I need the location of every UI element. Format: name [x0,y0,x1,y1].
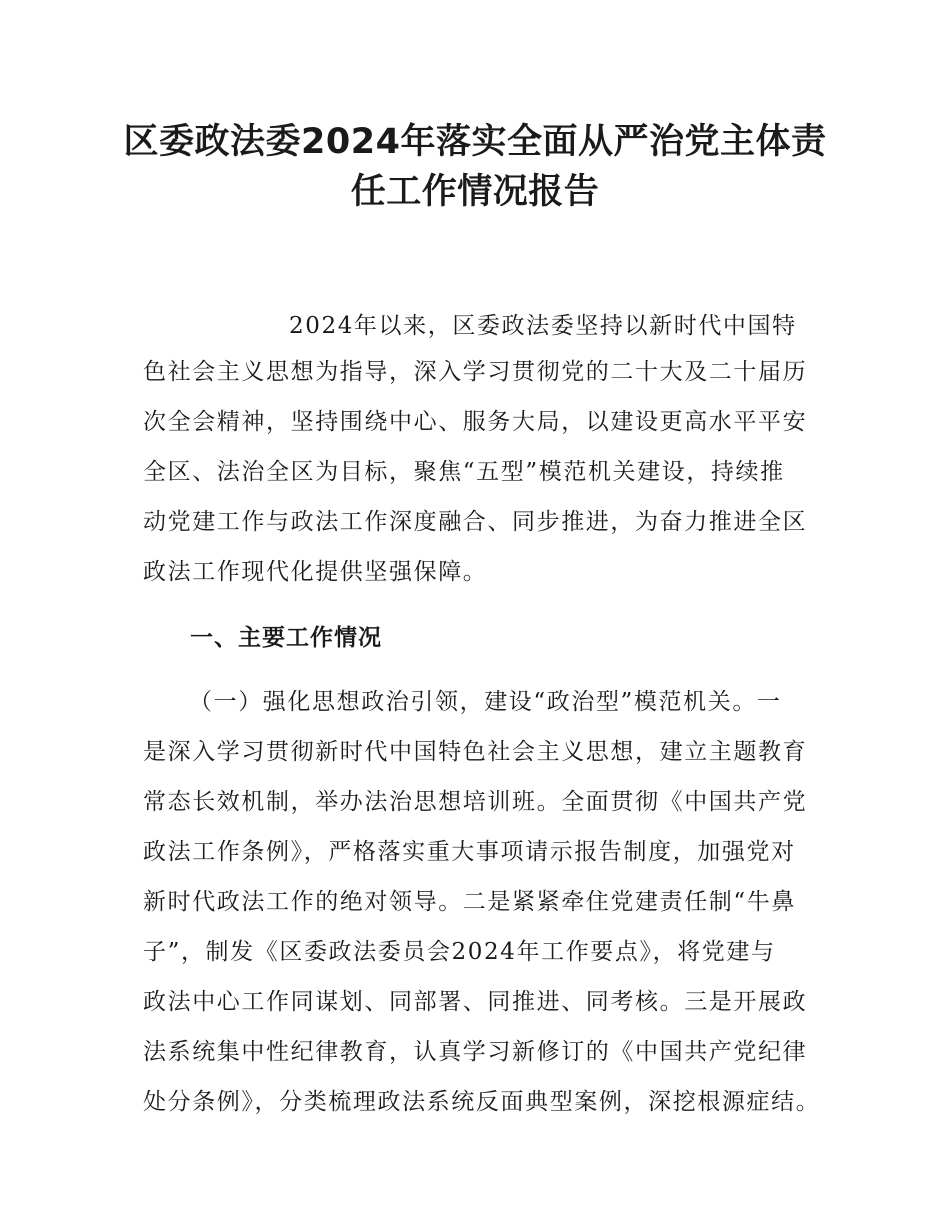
section1-line-8: 法系统集中性纪律教育，认真学习新修订的《中国共产党纪律 [143,1039,808,1065]
intro-line-6: 政法工作现代化提供坚强保障。 [143,559,488,585]
intro-line-2: 色社会主义思想为指导，深入学习贯彻党的二十大及二十届历 [143,359,808,385]
section-heading: 一、主要工作情况 [190,625,382,651]
intro-line-1: 2024年以来，区委政法委坚持以新时代中国特 [289,313,797,339]
section1-line-6: 子”，制发《区委政法委员会2024年工作要点》，将党建与 [143,939,776,965]
intro-line-5: 动党建工作与政法工作深度融合、同步推进，为奋力推进全区 [143,509,808,535]
intro-line-4: 全区、法治全区为目标，聚焦“五型”模范机关建设，持续推 [143,459,785,485]
document-title-line-2: 任工作情况报告 [350,172,600,212]
document-title-line-1: 区委政法委2024年落实全面从严治党主体责 [123,122,827,162]
intro-line-3: 次全会精神，坚持围绕中心、服务大局，以建设更高水平平安 [143,409,808,435]
section1-line-1: （一）强化思想政治引领，建设“政治型”模范机关。一 [189,689,782,715]
section1-line-2: 是深入学习贯彻新时代中国特色社会主义思想，建立主题教育 [143,739,808,765]
section1-line-9: 处分条例》，分类梳理政法系统反面典型案例，深挖根源症结。 [143,1089,821,1115]
section1-line-3: 常态长效机制，举办法治思想培训班。全面贯彻《中国共产党 [143,789,808,815]
section1-line-7: 政法中心工作同谋划、同部署、同推进、同考核。三是开展政 [143,989,808,1015]
section1-line-4: 政法工作条例》，严格落实重大事项请示报告制度，加强党对 [143,839,796,865]
section1-line-5: 新时代政法工作的绝对领导。二是紧紧牵住党建责任制“牛鼻 [143,889,796,915]
